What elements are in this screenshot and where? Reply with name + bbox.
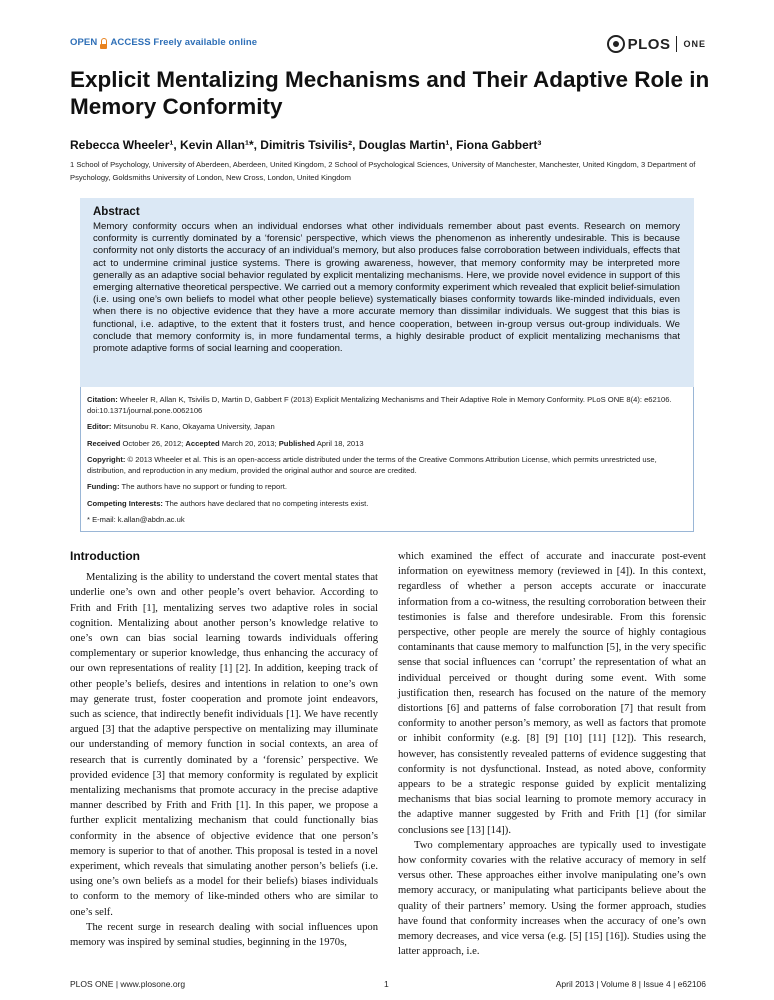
copyright-label: Copyright: [87,455,126,464]
received-date: October 26, 2012; [122,438,184,448]
paragraph: Two complementary approaches are typically used to investigate how conformity covaries with the relative accuracy of memory in self versus other. These approaches either involve manipulating one’s own memory accuracy, or manipulating what participants believe about the quality of their partners’ memory. Using the former approach, studies have found that conformity increases when the accuracy of one’s own memory decreases, and vice versa (e.g. [5] [15] [16]). Studies using the latter approach, i.e. [398,839,706,958]
published-label: Published [278,438,316,448]
open-label: OPEN [70,37,98,48]
abstract-text: Memory conformity occurs when an individual endorses what other individuals remember about past events. Research on memory conformity is currently dominated by a ‘forensic’ perspective, which views the phenomenon as inherently undesirable. This is because conformity not only distorts the accuracy of an individual’s memory, but also produces false corroboration between individuals, effects that act to undermine criminal justice systems. There is growing awareness, however, that memory conformity may be interpreted more generally as an adaptive social behavior regulated by explicit mentalizing mechanisms. Here, we provide novel evidence in support of this emerging alternative theoretical perspective. We carried out a memory conformity experiment which revealed that explicit belief-simulation (i.e. using one’s own beliefs to model what other people believe) systematically biases conformity towards like-minded individuals, even when there is no objective evidence that they have a more accurate memory than dissimilar individuals. We suggest that this bias is functional, i.e. adaptive, to the extent that it fosters trust, and hence cooperation, between in-group versus out-group individuals. We conclude that memory conformity is, in more fundamental terms, a highly desirable product of explicit mentalizing mechanisms that promote adaptive forms of social learning and cooperation. [93,221,680,355]
article-metadata [80,387,694,532]
open-access-banner [70,37,257,48]
footer-issue: April 2013 | Volume 8 | Issue 4 | e62106 [555,979,706,989]
abstract-box [80,198,694,387]
competing-text: The authors have declared that no competing interests exist. [164,498,369,508]
footer-journal: PLOS ONE | www.plosone.org [70,979,186,989]
plos-brand: PLOS [627,35,671,53]
published-date: April 18, 2013 [316,438,364,448]
freely-available-label: Freely available online [153,37,258,48]
affiliations: 1 School of Psychology, University of Aberdeen, Aberdeen, United Kingdom, 2 School of Psychological Sciences, University of Manchester, Manchester, United Kingdom, 3 Department of Psychology, Goldsmiths University of London, New Cross, London, United Kingdom [70,160,696,182]
accepted-date: March 20, 2013; [221,438,277,448]
email-row[interactable]: * E-mail: k.allan@abdn.ac.uk [87,515,185,524]
copyright-row [87,455,679,476]
funding-text: The authors have no support or funding to report. [121,482,287,491]
copyright-text: © 2013 Wheeler et al. This is an open-access article distributed under the terms of the Creative Commons Attribution License, which permits unrestricted use, distribution, and reproduction in any medium, provided the original author and source are credited. [87,455,657,475]
access-label: ACCESS [110,37,151,48]
plos-logo-icon [607,35,625,53]
journal-header [70,33,706,55]
editor-text: Mitsunobu R. Kano, Okayama University, Japan [113,422,275,431]
funding-row [87,482,679,493]
author-list: Rebecca Wheeler¹, Kevin Allan¹*, Dimitris Tsivilis², Douglas Martin¹, Fiona Gabbert³ [70,138,542,152]
paragraph: The recent surge in research dealing with social influences upon memory was inspired by seminal studies, beginning in the 1970s, [70,921,378,949]
funding-label: Funding: [87,482,120,491]
abstract-heading: Abstract [93,206,140,218]
editor-row [87,422,679,433]
plos-one-logo [607,33,706,55]
editor-label: Editor: [87,422,112,431]
open-lock-icon [101,38,107,46]
body-column-left [70,549,378,950]
logo-divider [676,36,677,52]
paragraph: Mentalizing is the ability to understand the covert mental states that underlie one’s own and other people’s overt behavior. According to Frith and Frith [1], mentalizing serves two adaptive roles in social cognition. Mentalizing about another person’s knowledge relative to one’s own can bias social learning towards individuals offering complementary or superior knowledge, thus enhancing the accuracy of our own representations of reality [1] [2]. In addition, keeping track of other people’s beliefs, desires and intentions in relation to one’s own may generate trust, foster cooperation and promote joint endeavors, such as science, that indirectly benefit individuals [1]. We have recently argued [3] that the adaptive perspective on mentalizing may illuminate our understanding of memory function in social contexts, an area of research that is currently dominated by a ‘forensic’ perspective. We provided evidence [3] that memory conformity is regulated by explicit mentalizing mechanisms that promote accuracy in the precise adaptive manner described by Frith and Frith [1]. In this paper, we propose a further explicit mentalizing mechanism that could functionally bias conformity in the absence of objective evidence that one person’s memory is superior to that of another. This proposal is tested in a novel experiment, which reveals that simulating another person’s beliefs (i.e. using one’s own beliefs as a model for their beliefs) biases individuals to conform to the memory of like-minded others who are similar to one’s self. [70,572,378,918]
page-number: 1 [384,979,389,989]
citation-label: Citation: [87,395,118,404]
one-label: ONE [683,39,706,49]
article-title: Explicit Mentalizing Mechanisms and Their Adaptive Role in Memory Conformity [70,67,710,119]
introduction-heading: Introduction [70,549,140,563]
paragraph: which examined the effect of accurate and inaccurate post-event information on eyewitness memory (reviewed in [4]). In this context, regardless of whether a person accepts accurate or inaccurate information from a co-witness, the resulting corroboration between their testimonies is false and therefore undesirable. From this forensic perspective, other people are merely the source of highly contagious contaminants that cause memory to malfunction [5], in the very specific sense that social influences can ‘corrupt’ the representation of what an individual perceived or thought during some event. With some justification then, research has focused on the nature of the memory distortions [6] and patterns of false corroboration [7] that result from conformity to another person’s memory, as well as factors that promote or inhibit conformity (e.g. [8] [9] [10] [11] [12]). This research, however, has consistently revealed patterns of evidence suggesting that conformity is not dysfunctional. Instead, as noted above, conformity appears to be a strategic response guided by explicit mentalizing mechanisms that bias social learning to promote memory accuracy in the adaptive manner suggested by Frith and Frith [1] (for similar conclusions see [13] [14]). [398,551,706,836]
citation-row [87,395,679,416]
competing-interests-row [87,499,679,510]
dates-row [87,439,679,450]
received-label: Received [87,438,121,448]
competing-label: Competing Interests: [87,498,163,508]
body-column-right [398,549,706,959]
accepted-label: Accepted [185,438,220,448]
citation-text: Wheeler R, Allan K, Tsivilis D, Martin D, Gabbert F (2013) Explicit Mentalizing Mechanisms and Their Adaptive Role in Memory Conformity. PLoS ONE 8(4): e62106. doi:10.1371/journal.pone.0062106 [87,395,672,415]
